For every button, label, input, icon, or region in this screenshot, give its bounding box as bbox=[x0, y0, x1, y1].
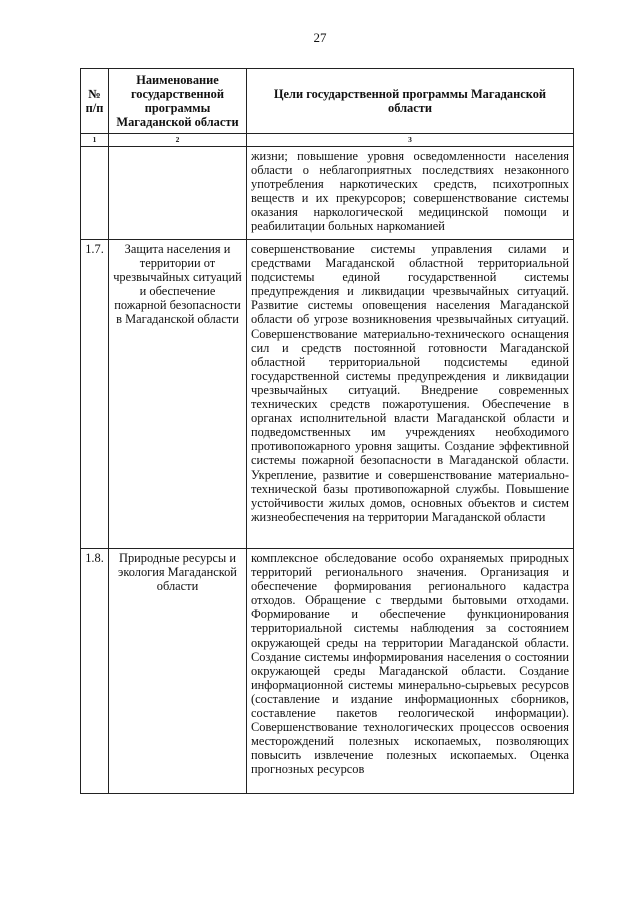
column-index-row bbox=[81, 134, 574, 147]
page-number: 27 bbox=[313, 30, 327, 45]
table-row bbox=[81, 147, 574, 240]
table-header-row bbox=[81, 69, 574, 134]
program-goals: совершенствование системы управления силами и средствами Магаданской областной территориальной подсистемы единой государственной системы предупреждения и ликвидации чрезвычайных ситуаций. Развитие системы оповещения населения Магаданской области об угрозе возникновения чрезвычайных ситуаций. Совершенствование материально-технического оснащения сил и средств постоянной готовности Магаданской областной территориальной подсистемы единой государственной системы предупреждения и ликвидации чрезвычайных ситуаций. Внедрение современных технических средств пожаротушения. Обеспечение в органах исполнительной власти Магаданской области и подведомственных им учреждениях необходимого противопожарного уровня защиты. Создание эффективной системы пожарной безопасности в Магаданской области. Укрепление, развитие и совершенствование материально-технической базы противопожарной службы. Повышение устойчивости жилых домов, основных объектов и систем жизнеобеспечения на территории Магаданской области bbox=[247, 240, 574, 549]
table-row bbox=[81, 240, 574, 549]
header-program-name: Наименование государственной программы Магаданской области bbox=[109, 69, 247, 134]
program-goals: комплексное обследование особо охраняемых природных территорий регионального значения. Организация и обеспечение формирования регионального кадастра отходов. Обращение с твердыми бытовыми отходами. Формирование и обеспечение функционирования территориальной системы наблюдения за состоянием окружающей среды на территории Магаданской области. Создание системы информирования населения о состоянии окружающей среды Магаданской области. Создание информационной системы минерально-сырьевых ресурсов (составление и издание информационных сборников, составление пакетов геологической информации). Совершенствование технологических процессов освоения месторождений полезных ископаемых, позволяющих повысить извлечение полезных ископаемых. Оценка прогнозных ресурсов bbox=[247, 549, 574, 794]
column-index: 3 bbox=[247, 134, 574, 147]
programs-table bbox=[80, 68, 574, 794]
column-index: 2 bbox=[109, 134, 247, 147]
row-number: 1.8. bbox=[81, 549, 109, 794]
header-num: № п/п bbox=[81, 69, 109, 134]
program-name: Природные ресурсы и экология Магаданской области bbox=[109, 549, 247, 794]
table-row bbox=[81, 549, 574, 794]
program-name bbox=[109, 147, 247, 240]
header-program-goals: Цели государственной программы Магаданской области bbox=[247, 69, 574, 134]
row-number bbox=[81, 147, 109, 240]
row-number: 1.7. bbox=[81, 240, 109, 549]
program-goals: жизни; повышение уровня осведомленности населения области о неблагоприятных последствиях незаконного употребления наркотических средств, психотропных веществ и их прекурсоров; совершенствование системы оказания наркологической медицинской помощи и реабилитации больных наркоманией bbox=[247, 147, 574, 240]
column-index: 1 bbox=[81, 134, 109, 147]
program-name: Защита населения и территории от чрезвычайных ситуаций и обеспечение пожарной безопасности в Магаданской области bbox=[109, 240, 247, 549]
